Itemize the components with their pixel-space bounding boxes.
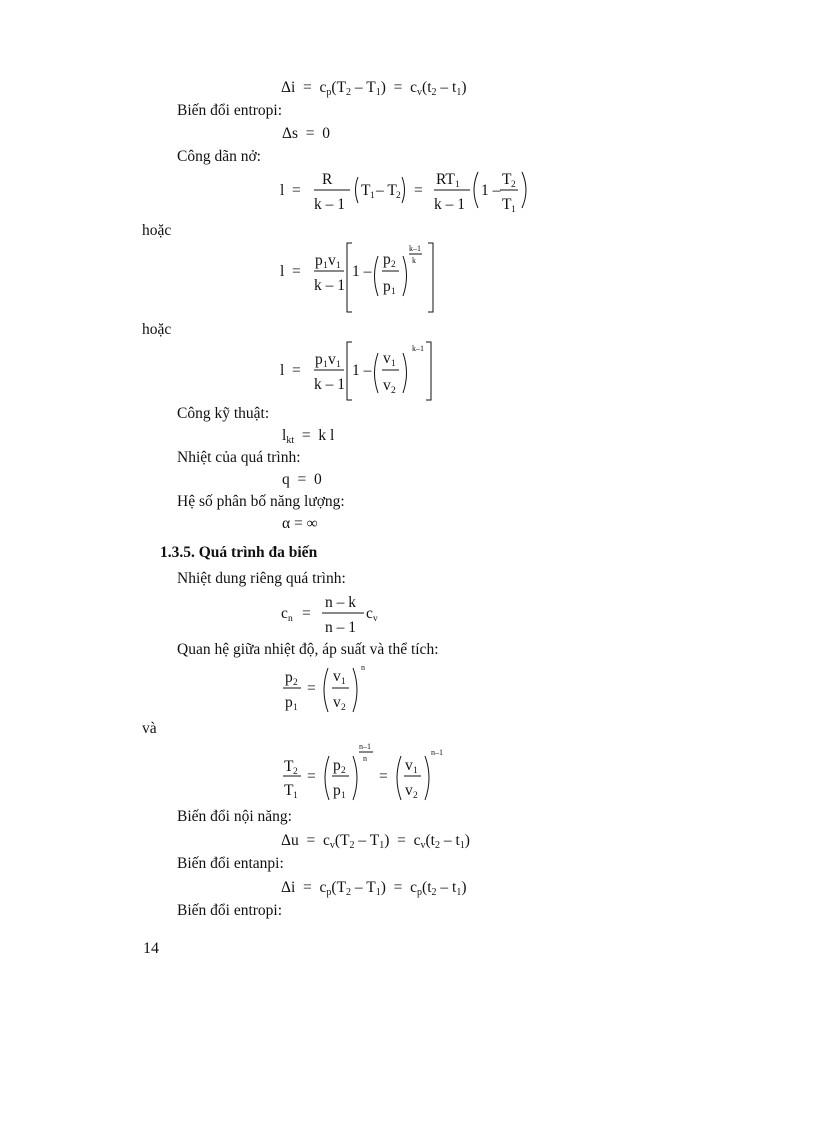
label-or-1: hoặc: [142, 222, 172, 239]
svg-text:=: =: [307, 768, 316, 785]
svg-text:p: p: [315, 351, 323, 368]
svg-text:1: 1: [413, 766, 418, 776]
svg-text:v: v: [383, 350, 391, 367]
label-internal-energy-change: Biến đổi nội năng:: [177, 808, 292, 825]
svg-text:p: p: [333, 757, 341, 774]
svg-text:n – k: n – k: [325, 594, 356, 611]
svg-text:1: 1: [391, 359, 396, 369]
svg-text:2: 2: [293, 678, 298, 688]
equation-enthalpy-change-adiabatic: $\Delta i = c_p(T_2 - T_1) = c_v(t_2 - t_1)$: [281, 79, 467, 98]
svg-text:v: v: [405, 782, 413, 799]
svg-text:p: p: [383, 251, 391, 268]
svg-text:k: k: [412, 256, 416, 265]
svg-text:=: =: [379, 768, 388, 785]
label-energy-distribution: Hệ số phân bố năng lượng:: [177, 493, 345, 510]
svg-text:v: v: [333, 694, 341, 711]
svg-text:1: 1: [341, 677, 346, 687]
label-entropy-change-2: Biến đổi entropi:: [177, 902, 283, 919]
svg-text:2: 2: [341, 703, 346, 713]
svg-text:l: l: [280, 182, 285, 199]
equation-pressure-volume-relation: [280, 660, 390, 718]
svg-text:n–1: n–1: [431, 748, 443, 757]
equation-temperature-pressure-volume-relation: [280, 738, 460, 804]
equation-internal-energy-change: $\Delta u = c_v(T_2 - T_1) = c_v(t_2 - t_1)$: [281, 832, 470, 851]
svg-text:k–1: k–1: [409, 244, 421, 253]
svg-text:k – 1: k – 1: [314, 376, 345, 393]
equation-heat-zero: q = 0: [282, 471, 322, 488]
equation-expansion-work-pressure: [278, 240, 458, 316]
svg-text:2: 2: [511, 180, 516, 190]
svg-text:2: 2: [391, 386, 396, 396]
svg-text:1: 1: [455, 180, 460, 190]
svg-text:k – 1: k – 1: [314, 277, 345, 294]
label-entropy-change: Biến đổi entropi:: [177, 102, 283, 119]
svg-text:=: =: [292, 182, 301, 199]
label-enthalpy-change: Biến đổi entanpi:: [177, 855, 284, 872]
label-state-relation: Quan hệ giữa nhiệt độ, áp suất và thể tích:: [177, 641, 439, 658]
svg-text:R: R: [322, 171, 333, 188]
svg-text:T: T: [284, 782, 294, 799]
label-process-heat: Nhiệt của quá trình:: [177, 449, 301, 466]
svg-text:n: n: [361, 663, 365, 672]
page-number: 14: [143, 940, 159, 957]
svg-text:n: n: [363, 754, 367, 763]
svg-text:v: v: [333, 668, 341, 685]
svg-text:2: 2: [293, 767, 298, 777]
svg-text:=: =: [292, 263, 301, 280]
svg-text:1: 1: [323, 261, 328, 271]
svg-text:k – 1: k – 1: [314, 196, 345, 213]
svg-text:1: 1: [323, 360, 328, 370]
svg-text:c: c: [281, 605, 288, 622]
svg-text:v: v: [373, 614, 378, 624]
svg-text:n–1: n–1: [359, 742, 371, 751]
svg-text:– T: – T: [376, 182, 397, 199]
svg-text:2: 2: [391, 260, 396, 270]
equation-expansion-work-temperature: [278, 160, 538, 220]
equation-technical-work: $l_{kt} = k$ l: [282, 427, 335, 446]
svg-text:p: p: [333, 782, 341, 799]
equation-polytropic-specific-heat: [278, 590, 388, 638]
svg-text:T: T: [502, 171, 512, 188]
svg-text:1: 1: [336, 261, 341, 271]
svg-text:RT: RT: [436, 171, 455, 188]
svg-text:v: v: [383, 377, 391, 394]
svg-text:p: p: [315, 252, 323, 269]
svg-text:=: =: [302, 605, 311, 622]
label-specific-heat: Nhiệt dung riêng quá trình:: [177, 570, 346, 587]
svg-text:1 –: 1 –: [352, 263, 372, 280]
svg-text:T: T: [361, 182, 371, 199]
svg-text:n: n: [288, 614, 293, 624]
svg-text:1 –: 1 –: [352, 362, 372, 379]
svg-text:p: p: [285, 669, 293, 686]
svg-text:p: p: [383, 278, 391, 295]
label-expansion-work: Công dãn nở:: [177, 148, 261, 165]
svg-text:1: 1: [293, 703, 298, 713]
svg-text:k–1: k–1: [412, 344, 424, 353]
svg-text:v: v: [328, 351, 336, 368]
label-or-2: hoặc: [142, 321, 172, 338]
svg-text:=: =: [292, 362, 301, 379]
svg-text:l: l: [280, 362, 285, 379]
label-and: và: [142, 720, 157, 737]
svg-text:v: v: [328, 252, 336, 269]
equation-expansion-work-volume: [278, 339, 448, 405]
svg-text:2: 2: [413, 791, 418, 801]
svg-text:v: v: [405, 757, 413, 774]
svg-text:1: 1: [341, 791, 346, 801]
equation-enthalpy-change-polytropic: $\Delta i = c_p(T_2 - T_1) = c_p(t_2 - t_1)$: [281, 879, 467, 898]
label-technical-work: Công kỹ thuật:: [177, 405, 270, 422]
svg-text:2: 2: [396, 191, 401, 201]
svg-text:2: 2: [341, 766, 346, 776]
svg-text:=: =: [414, 182, 423, 199]
svg-text:1: 1: [293, 791, 298, 801]
svg-text:l: l: [280, 263, 285, 280]
svg-text:1: 1: [391, 287, 396, 297]
equation-alpha-infinity: α = ∞: [282, 515, 318, 532]
section-heading: 1.3.5. Quá trình đa biến: [160, 544, 318, 561]
svg-text:T: T: [502, 196, 512, 213]
svg-text:p: p: [285, 694, 293, 711]
svg-text:T: T: [284, 758, 294, 775]
svg-text:k – 1: k – 1: [434, 196, 465, 213]
equation-entropy-zero: Δs = 0: [282, 125, 330, 142]
svg-text:c: c: [366, 605, 373, 622]
svg-text:=: =: [307, 680, 316, 697]
svg-text:1 –: 1 –: [481, 182, 501, 199]
svg-text:n – 1: n – 1: [325, 619, 356, 636]
svg-text:1: 1: [370, 191, 375, 201]
svg-text:1: 1: [511, 205, 516, 215]
svg-text:1: 1: [336, 360, 341, 370]
